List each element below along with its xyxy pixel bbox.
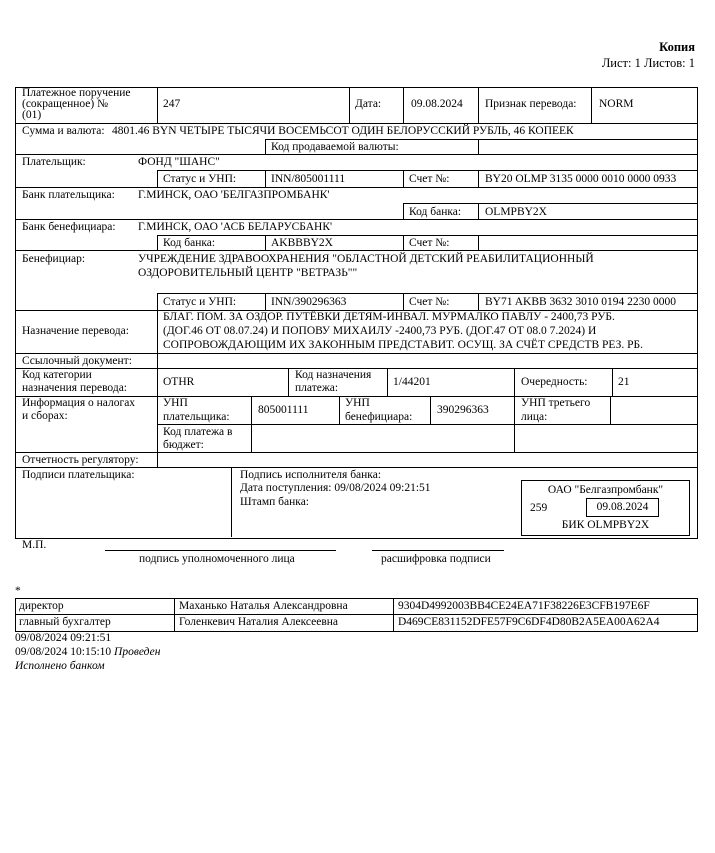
category-code: OTHR xyxy=(163,376,195,388)
copy-label: Копия xyxy=(659,40,695,54)
signer-name: Голенкевич Наталия Алексеевна xyxy=(179,616,339,628)
doc-title-line3: (01) xyxy=(22,109,42,121)
payer-status-unp-label: Статус и УНП: xyxy=(163,173,237,185)
ben-unp-label-1: УНП xyxy=(345,397,370,409)
budget-code-label-1: Код платежа в xyxy=(163,426,233,438)
purpose-label: Назначение перевода: xyxy=(22,325,129,337)
stamp-number: 259 xyxy=(530,502,548,514)
date-label: Дата: xyxy=(355,98,382,110)
signer-hash: D469CE831152DFE57F9C6DF4D80B2A5EA00A62A4 xyxy=(398,616,660,628)
third-party-unp-label-1: УНП третьего xyxy=(521,397,591,409)
stamp-date: 09.08.2024 xyxy=(596,501,649,513)
beneficiary-name-line1: УЧРЕЖДЕНИЕ ЗДРАВООХРАНЕНИЯ "ОБЛАСТНОЙ ДЕТСКИЙ РЕАБИЛИТАЦИОННЫЙ xyxy=(138,253,594,265)
signature-caption: подпись уполномоченного лица xyxy=(139,553,295,565)
purpose-line2: (ДОГ.46 ОТ 08.07.24) И ПОПОВУ МИХАИЛУ -2400,73 РУБ. (ДОГ.47 ОТ 08.0 7.2024) И xyxy=(163,325,597,337)
receipt-date: Дата поступления: 09/08/2024 09:21:51 xyxy=(240,482,431,494)
tax-payer-unp: 805001111 xyxy=(258,404,309,416)
purpose-line3: СОПРОВОЖДАЮЩИМ ИХ ЗАКОННЫМ ПРЕДСТАВИТ. ОСУЩ. ЗА СЧЁТ СРЕДСТВ РЕЗ. РБ. xyxy=(163,339,643,351)
beneficiary-account-label: Счет №: xyxy=(409,296,450,308)
priority-label: Очередность: xyxy=(521,376,588,388)
payer-account: BY20 OLMP 3135 0000 0010 0000 0933 xyxy=(485,173,677,185)
payer-bank-label: Банк плательщика: xyxy=(22,189,115,201)
beneficiary-name-line2: ОЗДОРОВИТЕЛЬНЫЙ ЦЕНТР "ВЕТРАЗЬ"" xyxy=(138,267,358,279)
stamp-date-box xyxy=(586,498,659,517)
tax-info-label-2: и сборах: xyxy=(22,410,68,422)
budget-code-label-2: бюджет: xyxy=(163,439,204,451)
log-entry-2 xyxy=(15,646,160,659)
signer-name: Маханько Наталья Александровна xyxy=(179,600,348,612)
beneficiary-bank-account-label: Счет №: xyxy=(409,237,450,249)
payer-bank-code-label: Код банка: xyxy=(409,206,462,218)
payment-purpose-code-label-1: Код назначения xyxy=(295,369,372,381)
asterisk-mark: * xyxy=(15,585,21,597)
decode-line xyxy=(372,550,504,551)
doc-date: 09.08.2024 xyxy=(411,98,463,110)
regulator-label: Отчетность регулятору: xyxy=(22,454,139,466)
mp-label: М.П. xyxy=(22,539,47,551)
beneficiary-bank-code-label: Код банка: xyxy=(163,237,216,249)
payer-label: Плательщик: xyxy=(22,156,86,168)
third-party-unp-label-2: лица: xyxy=(521,411,548,423)
beneficiary-bank-code: AKBBBY2X xyxy=(271,237,333,249)
bank-stamp-label: Штамп банка: xyxy=(240,496,309,508)
stamp-bik: БИК OLMPBY2X xyxy=(561,519,650,531)
beneficiary-status-unp-label: Статус и УНП: xyxy=(163,296,237,308)
reference-doc-label: Ссылочный документ: xyxy=(22,355,132,367)
tax-info-label-1: Информация о налогах xyxy=(22,397,136,409)
signature-line xyxy=(105,550,336,551)
log-entry-2-time: 09/08/2024 10:15:10 xyxy=(15,646,112,658)
payer-signatures-label: Подписи плательщика: xyxy=(22,469,135,481)
amount-label: Сумма и валюта: xyxy=(22,125,105,137)
doc-number: 247 xyxy=(163,98,181,110)
payer-unp: INN/805001111 xyxy=(271,173,346,185)
payer-account-label: Счет №: xyxy=(409,173,450,185)
bank-executor-signature-label: Подпись исполнителя банка: xyxy=(240,469,382,481)
payment-purpose-code-label-2: платежа: xyxy=(295,382,339,394)
transfer-flag: NORM xyxy=(599,98,634,110)
payer-bank: Г.МИНСК, ОАО 'БЕЛГАЗПРОМБАНК' xyxy=(138,189,330,201)
amount-text: 4801.46 BYN ЧЕТЫРЕ ТЫСЯЧИ ВОСЕМЬСОТ ОДИН БЕЛОРУССКИЙ РУБЛЬ, 46 КОПЕЕК xyxy=(112,125,574,137)
priority-value: 21 xyxy=(618,376,630,388)
signer-hash: 9304D4992003BB4CE24EA71F38226E3CFB197E6F xyxy=(398,600,650,612)
payer-unp-label-2: плательщика: xyxy=(163,411,230,423)
executed-by-bank: Исполнено банком xyxy=(15,660,105,672)
beneficiary-unp: INN/390296363 xyxy=(271,296,347,308)
payer-name: ФОНД "ШАНС" xyxy=(138,156,220,168)
beneficiary-account: BY71 AKBB 3632 3010 0194 2230 0000 xyxy=(485,296,677,308)
transfer-flag-label: Признак перевода: xyxy=(485,98,577,110)
signer-role: директор xyxy=(19,600,64,612)
ben-unp-label-2: бенефициара: xyxy=(345,411,413,423)
payment-purpose-code: 1/44201 xyxy=(393,376,431,388)
payer-unp-label-1: УНП xyxy=(163,397,188,409)
log-entry-1: 09/08/2024 09:21:51 xyxy=(15,632,112,644)
category-code-label-2: назначения перевода: xyxy=(22,382,127,394)
sheets-counter: Лист: 1 Листов: 1 xyxy=(601,56,695,70)
doc-title-line1: Платежное поручение xyxy=(22,87,131,99)
bank-stamp xyxy=(521,480,690,536)
beneficiary-bank-label: Банк бенефициара: xyxy=(22,221,116,233)
beneficiary-bank: Г.МИНСК, ОАО 'АСБ БЕЛАРУСБАНК' xyxy=(138,221,333,233)
decode-caption: расшифровка подписи xyxy=(381,553,491,565)
signer-role: главный бухгалтер xyxy=(19,616,111,628)
category-code-label-1: Код категории xyxy=(22,369,92,381)
purpose-line1: БЛАГ. ПОМ. ЗА ОЗДОР. ПУТЁВКИ ДЕТЯМ-ИНВАЛ. МУРМАЛКО ПАВЛУ - 2400,73 РУБ. xyxy=(163,311,615,323)
payer-bank-code: OLMPBY2X xyxy=(485,206,547,218)
tax-beneficiary-unp: 390296363 xyxy=(437,404,489,416)
stamp-bank-name: ОАО "Белгазпромбанк" xyxy=(547,484,664,496)
beneficiary-label: Бенефициар: xyxy=(22,253,86,265)
doc-title-line2: (сокращенное) № xyxy=(22,98,109,110)
log-entry-2-status: Проведен xyxy=(114,646,161,658)
sold-currency-code-label: Код продаваемой валюты: xyxy=(271,141,399,153)
